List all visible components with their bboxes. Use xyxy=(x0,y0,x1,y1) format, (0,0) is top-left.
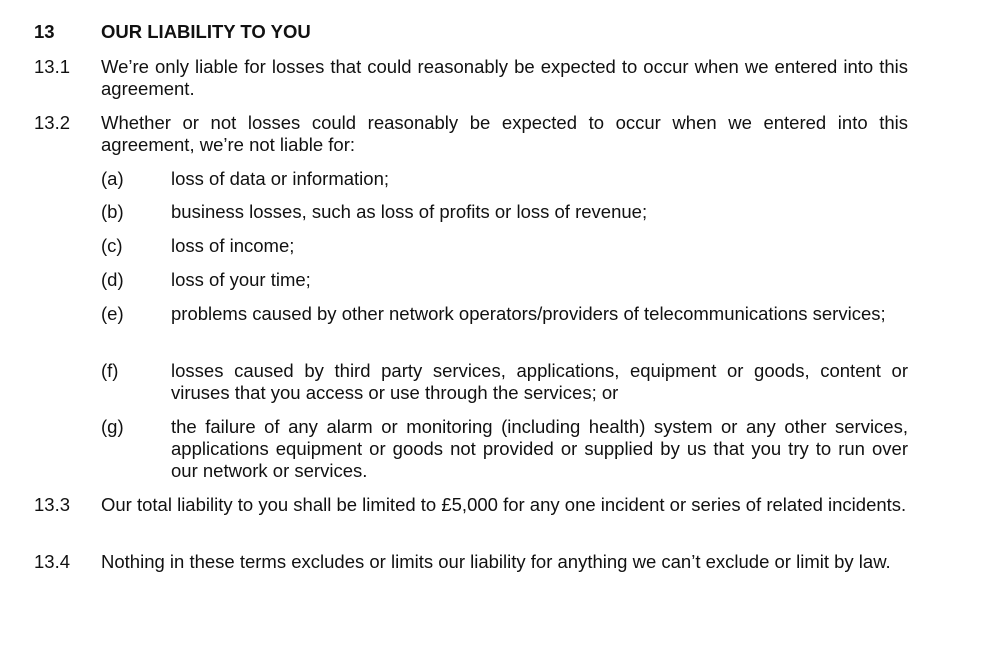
item-label: (e) xyxy=(101,303,124,324)
clause-number: 13.3 xyxy=(34,494,71,515)
clause-number: 13.1 xyxy=(34,56,71,77)
item-text: business losses, such as loss of profits or loss of revenue; xyxy=(171,201,648,222)
item-label: (c) xyxy=(101,235,123,256)
item-text: the failure of any alarm or monitoring (including health) system or any other services, applications equipment or goods not provided or supplied by us that you try to run over our network or services. xyxy=(171,416,908,481)
item-text: loss of income; xyxy=(171,235,295,256)
item-text: problems caused by other network operators/providers of telecommunications services; xyxy=(171,303,886,324)
clause-text: Nothing in these terms excludes or limits our liability for anything we can’t exclude or limit by law. xyxy=(101,551,891,572)
item-label: (a) xyxy=(101,168,124,189)
item-text: loss of your time; xyxy=(171,269,311,290)
clause-number: 13.4 xyxy=(34,551,71,572)
section-title: OUR LIABILITY TO YOU xyxy=(101,21,311,42)
clause-text: We’re only liable for losses that could reasonably be expected to occur when we entered into this agreement. xyxy=(101,56,908,99)
clause-text: Whether or not losses could reasonably be expected to occur when we entered into this agreement, we’re not liable for: xyxy=(101,112,908,155)
item-label: (d) xyxy=(101,269,124,290)
item-label: (g) xyxy=(101,416,124,437)
item-label: (b) xyxy=(101,201,124,222)
item-text: losses caused by third party services, applications, equipment or goods, content or viruses that you access or use through the services; or xyxy=(171,360,908,403)
section-number: 13 xyxy=(34,21,55,42)
item-label: (f) xyxy=(101,360,119,381)
item-text: loss of data or information; xyxy=(171,168,389,189)
clause-number: 13.2 xyxy=(34,112,71,133)
clause-text: Our total liability to you shall be limited to £5,000 for any one incident or series of related incidents. xyxy=(101,494,907,515)
